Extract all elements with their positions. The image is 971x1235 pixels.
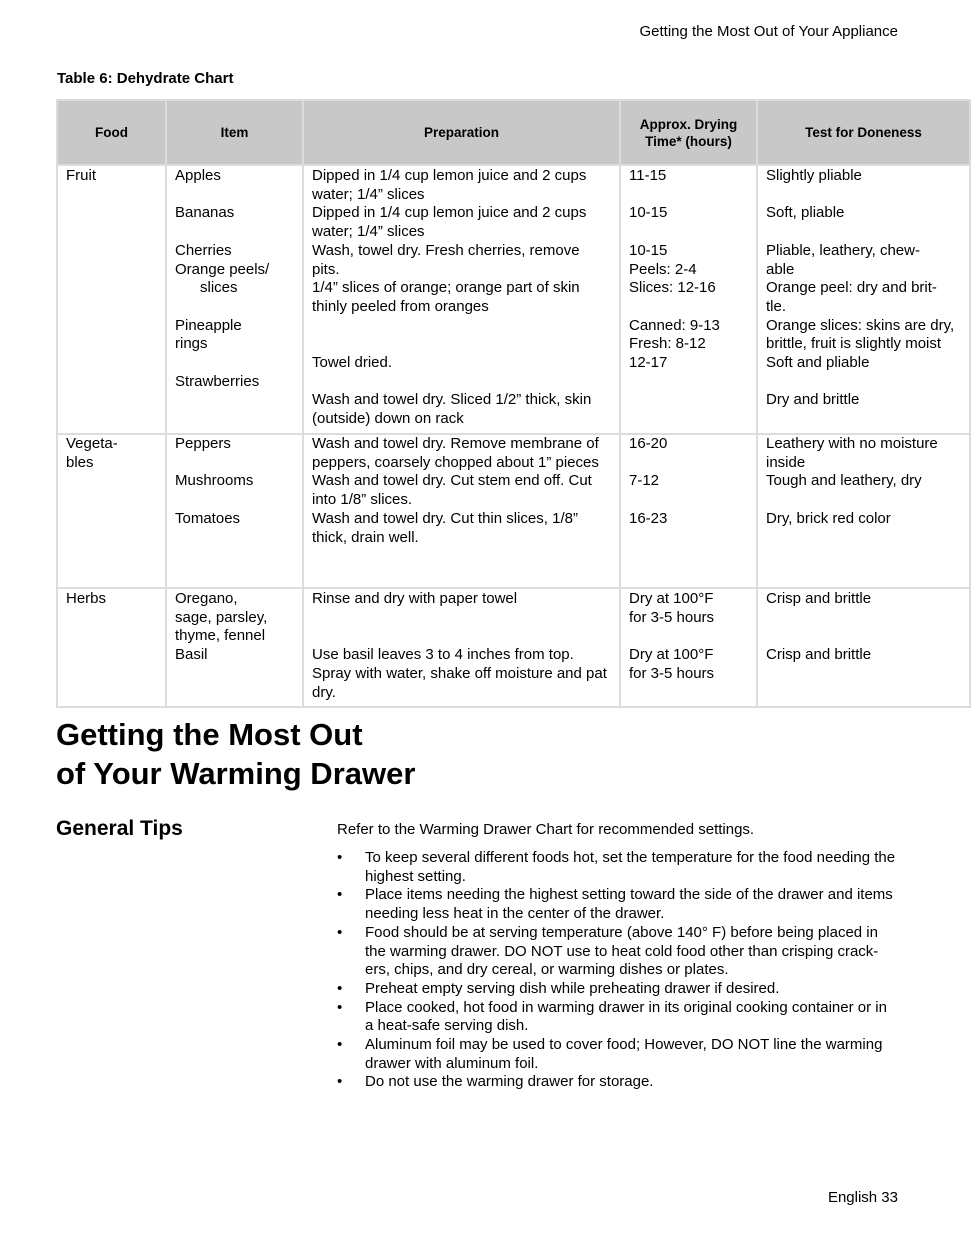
tip-text: Aluminum foil may be used to cover food; However, DO NOT line the warming drawer with aluminum foil.	[365, 1036, 883, 1072]
cell-food: Fruit	[57, 165, 166, 434]
running-header: Getting the Most Out of Your Appliance	[639, 23, 898, 40]
table-row	[57, 434, 970, 588]
bullet: •	[337, 886, 343, 904]
cell-drying-time: Dry at 100°F for 3-5 hours Dry at 100°F for 3-5 hours	[620, 588, 757, 707]
column-header-food: Food	[57, 100, 166, 165]
section-heading-line-2: of Your Warming Drawer	[56, 756, 416, 791]
list-item	[337, 1073, 899, 1092]
bullet: •	[337, 923, 343, 941]
cell-food: Vegeta- bles	[57, 434, 166, 588]
list-item	[337, 980, 899, 999]
table-row	[57, 165, 970, 434]
cell-test-for-doneness: Slightly pliable Soft, pliable Pliable, leathery, chew- able Orange peel: dry and brit- tle. Orange slices: skins are dry, brittle, fruit is slightly moist Soft and pliable Dry and brittle	[757, 165, 970, 434]
list-item	[337, 886, 899, 923]
page-number: English 33	[827, 1189, 898, 1206]
column-header-item: Item	[166, 100, 303, 165]
cell-drying-time: 11-15 10-15 10-15 Peels: 2-4 Slices: 12-16 Canned: 9-13 Fresh: 8-12 12-17	[620, 165, 757, 434]
dehydrate-chart-table	[56, 99, 971, 708]
column-header-drying-time: Approx. Drying Time* (hours)	[620, 100, 757, 165]
cell-item: Peppers Mushrooms Tomatoes	[166, 434, 303, 588]
bullet: •	[337, 1073, 343, 1091]
tip-text: Do not use the warming drawer for storage.	[365, 1073, 654, 1091]
cell-item: Oregano, sage, parsley, thyme, fennel Basil	[166, 588, 303, 707]
table-row	[57, 588, 970, 707]
cell-test-for-doneness: Leathery with no moisture inside Tough and leathery, dry Dry, brick red color	[757, 434, 970, 588]
tip-text: Place items needing the highest setting toward the side of the drawer and items needing less heat in the center of the drawer.	[365, 886, 893, 923]
cell-item: Apples Bananas Cherries Orange peels/ slices Pineapple rings Strawberries	[166, 165, 303, 434]
column-header-test-for-doneness: Test for Doneness	[757, 100, 970, 165]
column-header-preparation: Preparation	[303, 100, 620, 165]
section-heading	[56, 715, 415, 793]
cell-preparation: Dipped in 1/4 cup lemon juice and 2 cups water; 1/4” slices Dipped in 1/4 cup lemon juice and 2 cups water; 1/4” slices Wash, towel dry. Fresh cherries, remove pits. 1/4” slices of orange; orange part of skin thinly peeled from oranges Towel dried. Wash and towel dry. Sliced 1/2” thick, skin (outside) down on rack	[303, 165, 620, 434]
cell-preparation: Rinse and dry with paper towel Use basil leaves 3 to 4 inches from top. Spray with water, shake off moisture and pat dry.	[303, 588, 620, 707]
cell-drying-time: 16-20 7-12 16-23	[620, 434, 757, 588]
section-heading-line-1: Getting the Most Out	[56, 717, 363, 752]
list-item	[337, 999, 899, 1036]
tips-list	[337, 849, 899, 1092]
table-caption: Table 6: Dehydrate Chart	[57, 70, 234, 87]
table-header-row	[57, 100, 970, 165]
bullet: •	[337, 849, 343, 866]
subsection-heading: General Tips	[56, 817, 183, 840]
tip-text: To keep several different foods hot, set the temperature for the food needing the highest setting.	[365, 849, 896, 885]
cell-test-for-doneness: Crisp and brittle Crisp and brittle	[757, 588, 970, 707]
bullet: •	[337, 998, 343, 1016]
cell-food: Herbs	[57, 588, 166, 707]
cell-preparation: Wash and towel dry. Remove membrane of peppers, coarsely chopped about 1” pieces Wash and towel dry. Cut stem end off. Cut into 1/8” slices. Wash and towel dry. Cut thin slices, 1/8” thick, drain well.	[303, 434, 620, 588]
bullet: •	[337, 1036, 343, 1054]
tip-text: Preheat empty serving dish while preheating drawer if desired.	[365, 979, 780, 997]
list-item	[337, 849, 899, 886]
tip-text: Food should be at serving temperature (above 140° F) before being placed in the warming drawer. DO NOT use to heat cold food other than crisping crack-ers, chips, and dry cereal, or warming dishes or plates.	[365, 923, 879, 979]
intro-paragraph: Refer to the Warming Drawer Chart for recommended settings.	[337, 821, 755, 838]
tip-text: Place cooked, hot food in warming drawer in its original cooking container or in a heat-safe serving dish.	[365, 998, 887, 1035]
bullet: •	[337, 979, 343, 997]
list-item	[337, 924, 899, 980]
list-item	[337, 1036, 899, 1073]
